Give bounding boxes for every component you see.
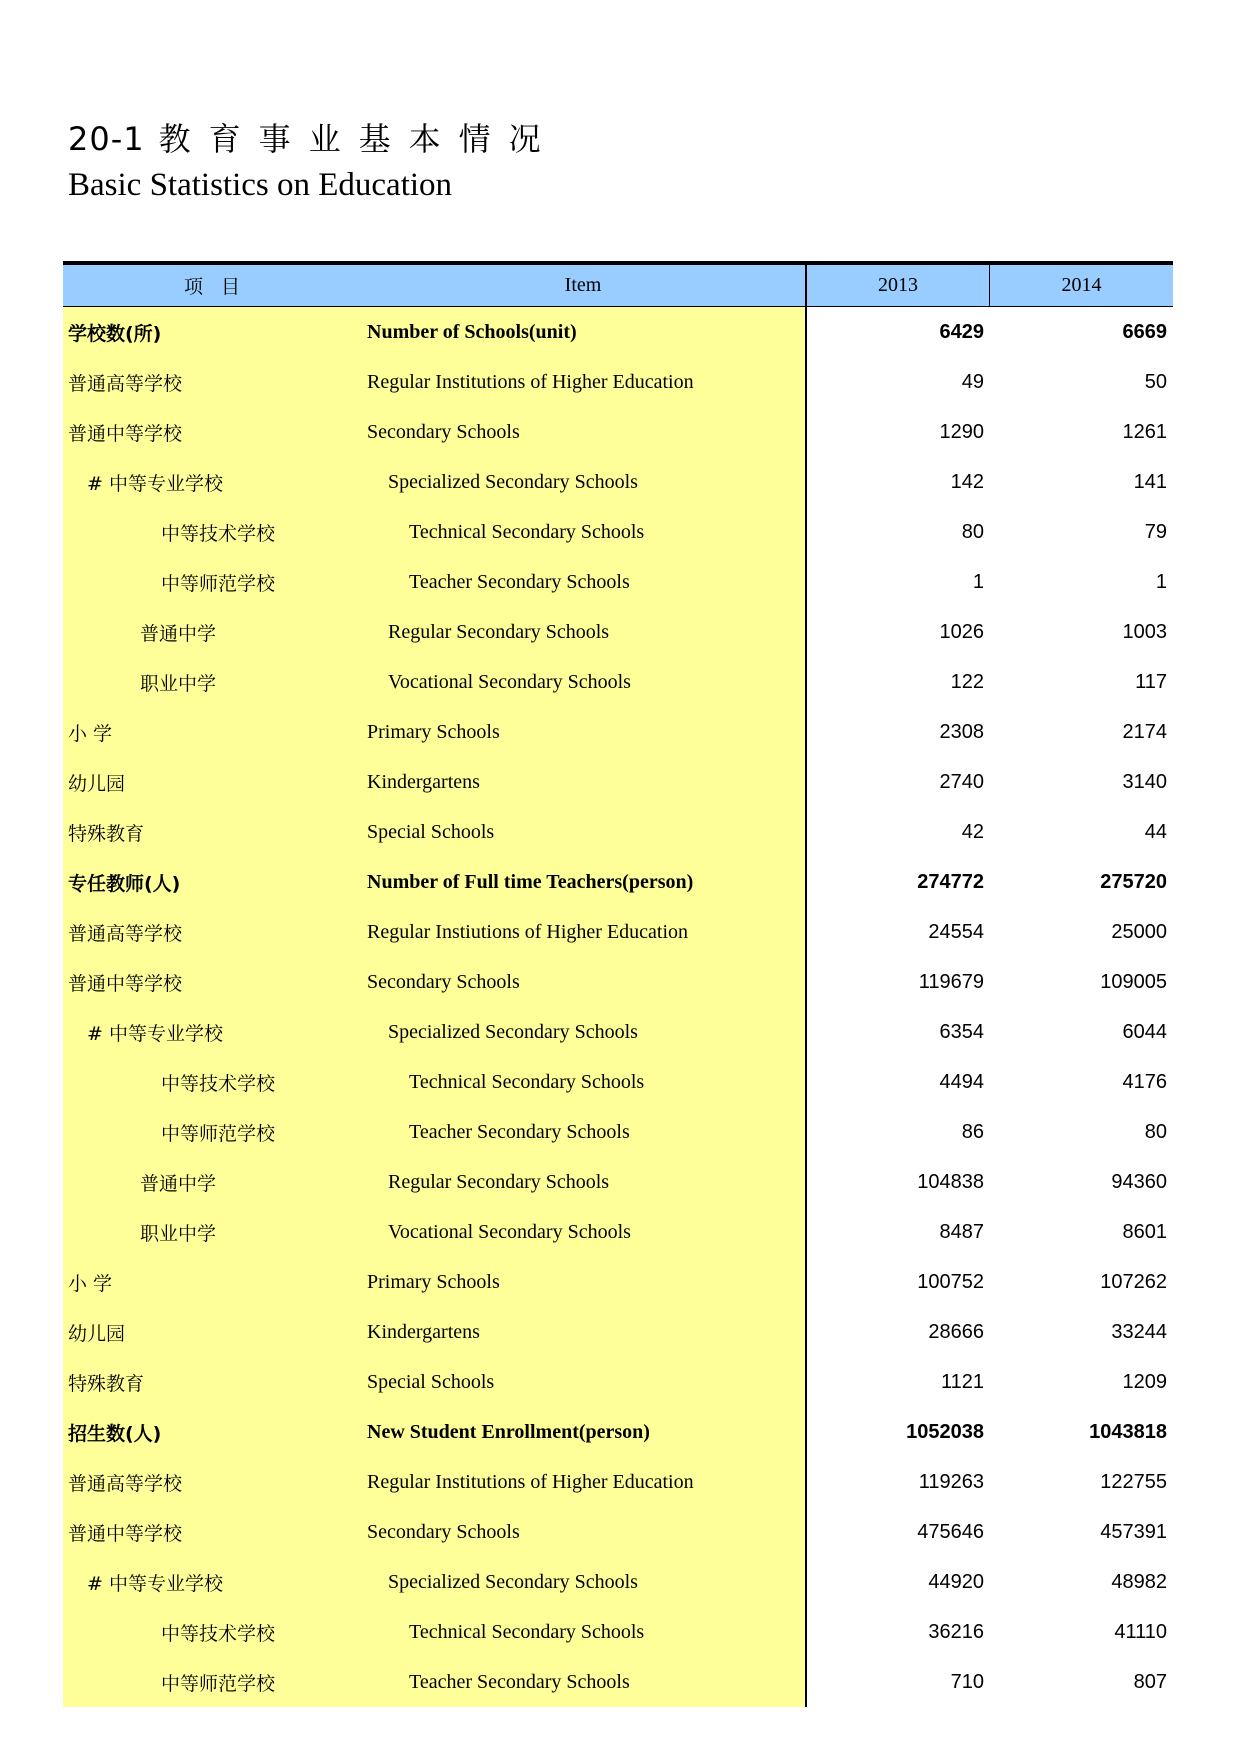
cell-english-item: Regular Institutions of Higher Education: [361, 1457, 807, 1507]
cell-value-2014: 122755: [1100, 1470, 1167, 1493]
cell-english-item: Secondary Schools: [361, 1507, 807, 1557]
cell-english-item: Special Schools: [361, 807, 807, 857]
cell-value-2014: 48982: [1111, 1570, 1167, 1593]
cell-chinese-item: 幼儿园: [63, 1307, 361, 1357]
table-row: [63, 1207, 1173, 1257]
cell-english-item: Regular Instiutions of Higher Education: [361, 907, 807, 957]
table-row: [63, 507, 1173, 557]
cell-english-item: Vocational Secondary Schools: [361, 1207, 807, 1257]
cell-english-item: Kindergartens: [361, 1307, 807, 1357]
table-row: [63, 557, 1173, 607]
table-row: [63, 1157, 1173, 1207]
cell-chinese-item: # 中等专业学校: [63, 1557, 361, 1607]
header-chinese-item: 项目: [183, 276, 258, 298]
cell-value-2013: 119679: [918, 970, 984, 993]
cell-value-2013: 122: [950, 670, 984, 693]
cell-value-2014: 79: [1144, 520, 1167, 543]
cell-value-2014: 1043818: [1089, 1420, 1167, 1443]
cell-value-2013: 6354: [939, 1020, 984, 1043]
cell-chinese-item: 普通中等学校: [63, 407, 361, 457]
cell-chinese-item: 学校数(所): [63, 307, 361, 357]
cell-english-item: Number of Full time Teachers(person): [361, 857, 807, 907]
cell-chinese-item: 中等师范学校: [63, 1657, 361, 1707]
cell-value-2013: 104838: [917, 1170, 984, 1193]
table-row: [63, 707, 1173, 757]
table-row: [63, 1507, 1173, 1557]
title-chinese-text: 教育事业基本情况: [158, 120, 559, 158]
cell-chinese-item: 普通中等学校: [63, 1507, 361, 1557]
cell-english-item: Secondary Schools: [361, 407, 807, 457]
header-item: Item: [361, 265, 807, 306]
cell-english-item: Secondary Schools: [361, 957, 807, 1007]
table-section-row: [63, 307, 1173, 357]
cell-chinese-item: 中等技术学校: [63, 507, 361, 557]
cell-english-item: Primary Schools: [361, 707, 807, 757]
cell-chinese-item: 职业中学: [63, 657, 361, 707]
cell-value-2014: 94360: [1111, 1170, 1167, 1193]
cell-value-2013: 6429: [939, 320, 984, 343]
table-row: [63, 1307, 1173, 1357]
cell-value-2014: 50: [1144, 370, 1167, 393]
cell-value-2013: 142: [950, 470, 984, 493]
cell-english-item: Kindergartens: [361, 757, 807, 807]
cell-english-item: Technical Secondary Schools: [361, 1057, 807, 1107]
table-row: [63, 807, 1173, 857]
table-body: [63, 307, 1173, 1707]
cell-chinese-item: 幼儿园: [63, 757, 361, 807]
cell-value-2014: 1261: [1122, 420, 1167, 443]
table-number: 20-1: [68, 120, 145, 158]
cell-chinese-item: 普通中学: [63, 1157, 361, 1207]
cell-value-2013: 4494: [939, 1070, 984, 1093]
cell-english-item: Technical Secondary Schools: [361, 507, 807, 557]
cell-value-2013: 28666: [928, 1320, 984, 1343]
cell-english-item: Regular Institutions of Higher Education: [361, 357, 807, 407]
cell-value-2014: 41110: [1114, 1620, 1167, 1643]
cell-chinese-item: 中等师范学校: [63, 1107, 361, 1157]
cell-chinese-item: # 中等专业学校: [63, 457, 361, 507]
cell-value-2014: 117: [1135, 670, 1167, 693]
cell-chinese-item: 中等技术学校: [63, 1057, 361, 1107]
cell-value-2013: 1026: [939, 620, 984, 643]
table-row: [63, 1107, 1173, 1157]
cell-english-item: Specialized Secondary Schools: [361, 1557, 807, 1607]
cell-value-2014: 33244: [1111, 1320, 1167, 1343]
table-row: [63, 1557, 1173, 1607]
header-year-2014: 2014: [1061, 274, 1102, 296]
cell-english-item: Regular Secondary Schools: [361, 1157, 807, 1207]
cell-chinese-item: 中等师范学校: [63, 557, 361, 607]
cell-chinese-item: 特殊教育: [63, 1357, 361, 1407]
cell-value-2013: 274772: [917, 870, 984, 893]
cell-value-2013: 49: [961, 370, 984, 393]
cell-value-2014: 3140: [1122, 770, 1167, 793]
cell-chinese-item: 小 学: [63, 707, 361, 757]
cell-chinese-item: 普通中学: [63, 607, 361, 657]
cell-chinese-item: 普通高等学校: [63, 907, 361, 957]
cell-english-item: Teacher Secondary Schools: [361, 557, 807, 607]
cell-value-2013: 24554: [928, 920, 984, 943]
cell-chinese-item: 招生数(人): [63, 1407, 361, 1457]
cell-value-2014: 141: [1133, 470, 1167, 493]
cell-chinese-item: 中等技术学校: [63, 1607, 361, 1657]
cell-value-2013: 1052038: [906, 1420, 984, 1443]
table-section-row: [63, 857, 1173, 907]
cell-chinese-item: 普通高等学校: [63, 1457, 361, 1507]
cell-value-2014: 1209: [1122, 1370, 1167, 1393]
cell-value-2014: 8601: [1122, 1220, 1167, 1243]
table-row: [63, 957, 1173, 1007]
cell-english-item: Specialized Secondary Schools: [361, 1007, 807, 1057]
cell-value-2013: 100752: [917, 1270, 984, 1293]
table-row: [63, 1057, 1173, 1107]
cell-chinese-item: 专任教师(人): [63, 857, 361, 907]
table-row: [63, 1457, 1173, 1507]
page-title-chinese: [68, 114, 559, 160]
cell-english-item: Teacher Secondary Schools: [361, 1107, 807, 1157]
cell-value-2013: 119263: [918, 1470, 984, 1493]
cell-chinese-item: 特殊教育: [63, 807, 361, 857]
cell-value-2014: 6044: [1122, 1020, 1167, 1043]
cell-value-2014: 457391: [1100, 1520, 1167, 1543]
cell-value-2014: 6669: [1122, 320, 1167, 343]
cell-value-2014: 25000: [1111, 920, 1167, 943]
cell-value-2013: 475646: [917, 1520, 984, 1543]
cell-value-2014: 2174: [1122, 720, 1167, 743]
table-row: [63, 457, 1173, 507]
cell-value-2013: 2740: [939, 770, 984, 793]
cell-english-item: Specialized Secondary Schools: [361, 457, 807, 507]
table-section-row: [63, 1407, 1173, 1457]
table-row: [63, 1007, 1173, 1057]
cell-english-item: Primary Schools: [361, 1257, 807, 1307]
cell-english-item: Special Schools: [361, 1357, 807, 1407]
table-row: [63, 907, 1173, 957]
table-row: [63, 1257, 1173, 1307]
header-year-2013: 2013: [807, 265, 990, 306]
cell-english-item: Regular Secondary Schools: [361, 607, 807, 657]
cell-value-2014: 4176: [1122, 1070, 1167, 1093]
cell-chinese-item: 普通中等学校: [63, 957, 361, 1007]
cell-value-2014: 807: [1133, 1670, 1167, 1693]
cell-value-2013: 1290: [939, 420, 984, 443]
cell-english-item: Number of Schools(unit): [361, 307, 807, 357]
cell-chinese-item: # 中等专业学校: [63, 1007, 361, 1057]
statistics-table: [63, 261, 1173, 1707]
cell-english-item: Teacher Secondary Schools: [361, 1657, 807, 1707]
table-row: [63, 757, 1173, 807]
cell-value-2013: 36216: [928, 1620, 984, 1643]
table-row: [63, 1357, 1173, 1407]
cell-value-2013: 42: [961, 820, 984, 843]
cell-english-item: Vocational Secondary Schools: [361, 657, 807, 707]
cell-value-2013: 44920: [928, 1570, 984, 1593]
cell-value-2013: 8487: [939, 1220, 984, 1243]
cell-value-2013: 80: [961, 520, 984, 543]
table-row: [63, 1657, 1173, 1707]
cell-value-2014: 275720: [1100, 870, 1167, 893]
cell-value-2014: 80: [1144, 1120, 1167, 1143]
table-row: [63, 607, 1173, 657]
table-row: [63, 657, 1173, 707]
table-row: [63, 357, 1173, 407]
table-row: [63, 407, 1173, 457]
cell-value-2014: 109005: [1100, 970, 1167, 993]
table-row: [63, 1607, 1173, 1657]
cell-value-2013: 1: [972, 570, 984, 593]
cell-value-2014: 107262: [1100, 1270, 1167, 1293]
cell-value-2013: 710: [950, 1670, 984, 1693]
cell-value-2013: 1121: [940, 1370, 984, 1393]
cell-value-2013: 2308: [939, 720, 984, 743]
table-header: [63, 261, 1173, 307]
cell-english-item: Technical Secondary Schools: [361, 1607, 807, 1657]
page-title-english: Basic Statistics on Education: [68, 167, 453, 203]
cell-chinese-item: 职业中学: [63, 1207, 361, 1257]
cell-english-item: New Student Enrollment(person): [361, 1407, 807, 1457]
cell-chinese-item: 普通高等学校: [63, 357, 361, 407]
cell-value-2014: 44: [1144, 820, 1167, 843]
cell-value-2014: 1: [1155, 570, 1167, 593]
cell-value-2013: 86: [961, 1120, 984, 1143]
cell-chinese-item: 小 学: [63, 1257, 361, 1307]
cell-value-2014: 1003: [1122, 620, 1167, 643]
